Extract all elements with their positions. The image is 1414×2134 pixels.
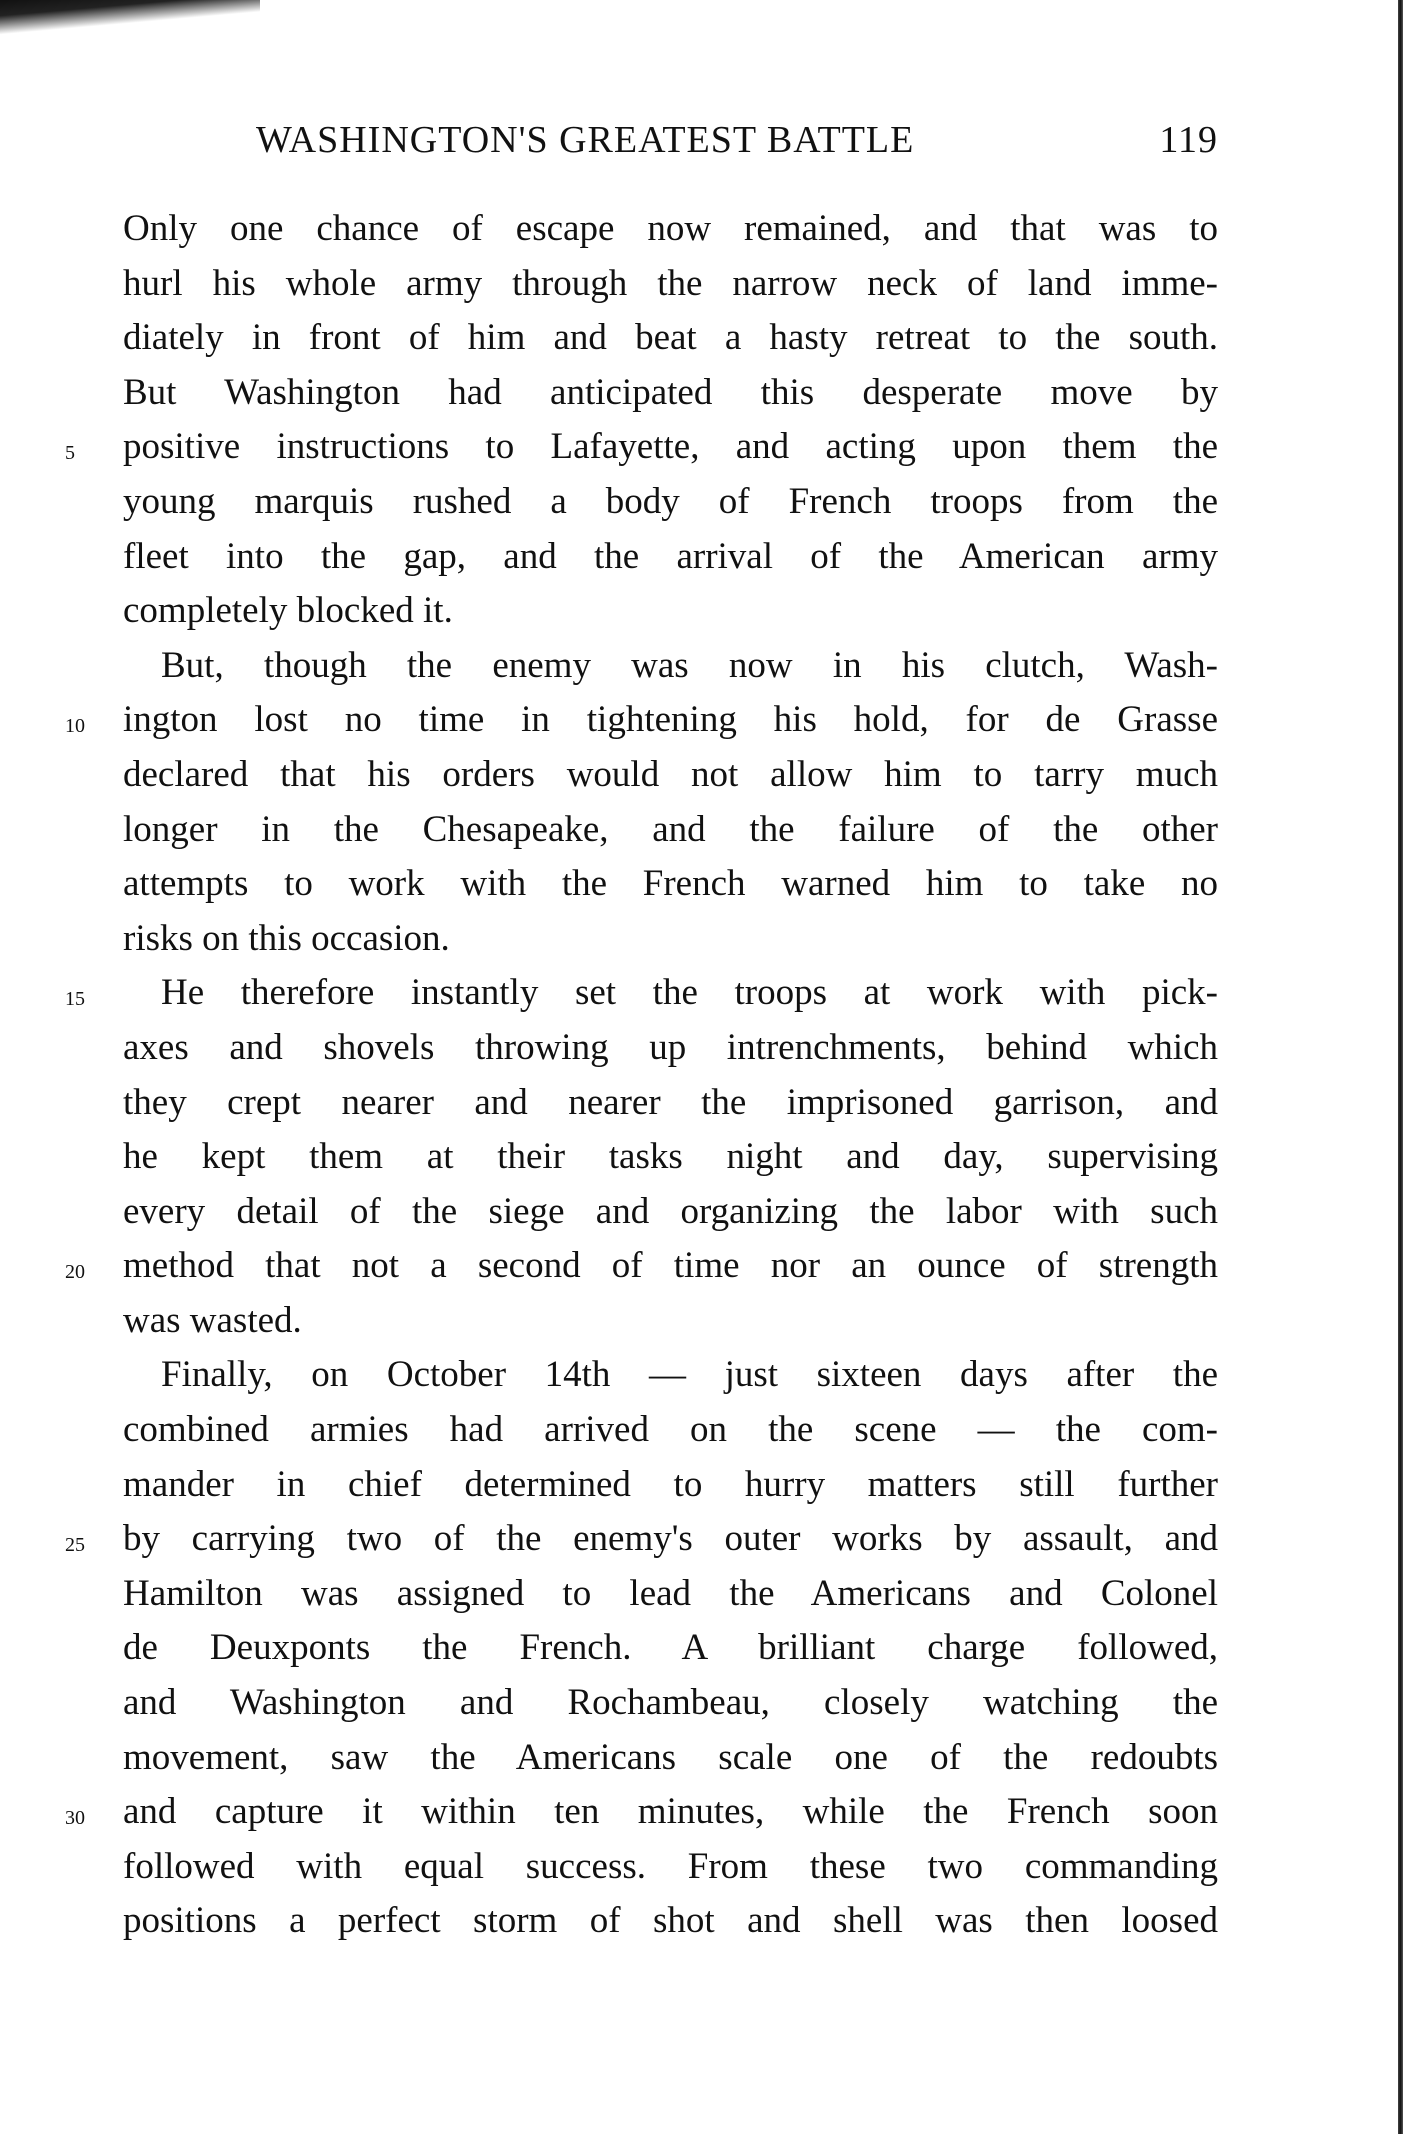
- text-line: [123, 1403, 1218, 1458]
- line-text: But, though the enemy was now in his clutch, Wash-: [161, 644, 1218, 686]
- line-text: longer in the Chesapeake, and the failure of the other: [123, 808, 1218, 850]
- running-header: [256, 118, 1218, 168]
- text-line: [65, 966, 1218, 1021]
- text-line: [123, 1348, 1218, 1403]
- line-text: hurl his whole army through the narrow neck of land imme-: [123, 262, 1218, 304]
- line-number: 30: [65, 1807, 85, 1830]
- text-line: [123, 912, 1218, 967]
- text-line: [123, 366, 1218, 421]
- text-line: [123, 1894, 1218, 1949]
- text-line: [123, 1458, 1218, 1513]
- line-text: movement, saw the Americans scale one of the redoubts: [123, 1736, 1218, 1778]
- line-text: positive instructions to Lafayette, and acting upon them the: [123, 426, 1218, 468]
- page-edge-shadow: [1398, 0, 1403, 2134]
- line-number: 10: [65, 715, 85, 738]
- line-text: and Washington and Rochambeau, closely watching the: [123, 1682, 1218, 1724]
- line-text: every detail of the siege and organizing the labor with such: [123, 1190, 1218, 1232]
- line-number: 20: [65, 1261, 85, 1284]
- text-line: [65, 1512, 1218, 1567]
- page-number: 119: [1159, 119, 1218, 161]
- line-number: 25: [65, 1534, 85, 1557]
- line-text: Finally, on October 14th — just sixteen days after the: [161, 1354, 1218, 1396]
- text-line: [123, 311, 1218, 366]
- text-line: [123, 639, 1218, 694]
- line-text: was wasted.: [123, 1299, 302, 1341]
- scan-smudge: [0, 0, 260, 40]
- line-text: completely blocked it.: [123, 590, 453, 632]
- text-line: [123, 1567, 1218, 1622]
- text-line: [123, 1676, 1218, 1731]
- text-line: [123, 1840, 1218, 1895]
- text-line: [123, 584, 1218, 639]
- text-line: [123, 857, 1218, 912]
- line-text: he kept them at their tasks night and day, supervising: [123, 1136, 1218, 1178]
- line-text: by carrying two of the enemy's outer works by assault, and: [123, 1518, 1218, 1560]
- line-text: Hamilton was assigned to lead the Americans and Colonel: [123, 1572, 1218, 1614]
- line-text: fleet into the gap, and the arrival of the American army: [123, 535, 1218, 577]
- text-line: [123, 202, 1218, 257]
- line-text: mander in chief determined to hurry matters still further: [123, 1463, 1218, 1505]
- line-text: positions a perfect storm of shot and shell was then loosed: [123, 1900, 1218, 1942]
- text-line: [123, 1130, 1218, 1185]
- line-text: declared that his orders would not allow him to tarry much: [123, 753, 1218, 795]
- running-title: WASHINGTON'S GREATEST BATTLE: [256, 119, 915, 161]
- text-line: [65, 693, 1218, 748]
- text-line: [65, 420, 1218, 475]
- line-text: they crept nearer and nearer the imprisoned garrison, and: [123, 1081, 1218, 1123]
- line-text: diately in front of him and beat a hasty retreat to the south.: [123, 317, 1218, 359]
- text-line: [123, 1185, 1218, 1240]
- line-number: 5: [65, 442, 75, 465]
- text-line: [65, 1239, 1218, 1294]
- text-line: [123, 530, 1218, 585]
- text-line: [123, 748, 1218, 803]
- line-text: and capture it within ten minutes, while the French soon: [123, 1791, 1218, 1833]
- line-text: combined armies had arrived on the scene — the com-: [123, 1409, 1218, 1451]
- line-text: But Washington had anticipated this desperate move by: [123, 371, 1218, 413]
- text-line: [123, 1731, 1218, 1786]
- text-line: [123, 1021, 1218, 1076]
- text-line: [123, 1621, 1218, 1676]
- line-text: He therefore instantly set the troops at work with pick-: [161, 972, 1218, 1014]
- line-text: followed with equal success. From these two commanding: [123, 1845, 1218, 1887]
- line-text: ington lost no time in tightening his hold, for de Grasse: [123, 699, 1218, 741]
- text-line: [123, 475, 1218, 530]
- line-text: method that not a second of time nor an ounce of strength: [123, 1245, 1218, 1287]
- line-text: attempts to work with the French warned him to take no: [123, 863, 1218, 905]
- text-line: [123, 1076, 1218, 1131]
- text-line: [123, 1294, 1218, 1349]
- text-line: [65, 1785, 1218, 1840]
- body-text: [65, 202, 1218, 1949]
- line-text: risks on this occasion.: [123, 917, 450, 959]
- line-text: axes and shovels throwing up intrenchments, behind which: [123, 1026, 1218, 1068]
- line-text: de Deuxponts the French. A brilliant charge followed,: [123, 1627, 1218, 1669]
- line-text: Only one chance of escape now remained, and that was to: [123, 208, 1218, 249]
- line-number: 15: [65, 988, 85, 1011]
- line-text: young marquis rushed a body of French troops from the: [123, 480, 1218, 522]
- text-line: [123, 257, 1218, 312]
- text-line: [123, 803, 1218, 858]
